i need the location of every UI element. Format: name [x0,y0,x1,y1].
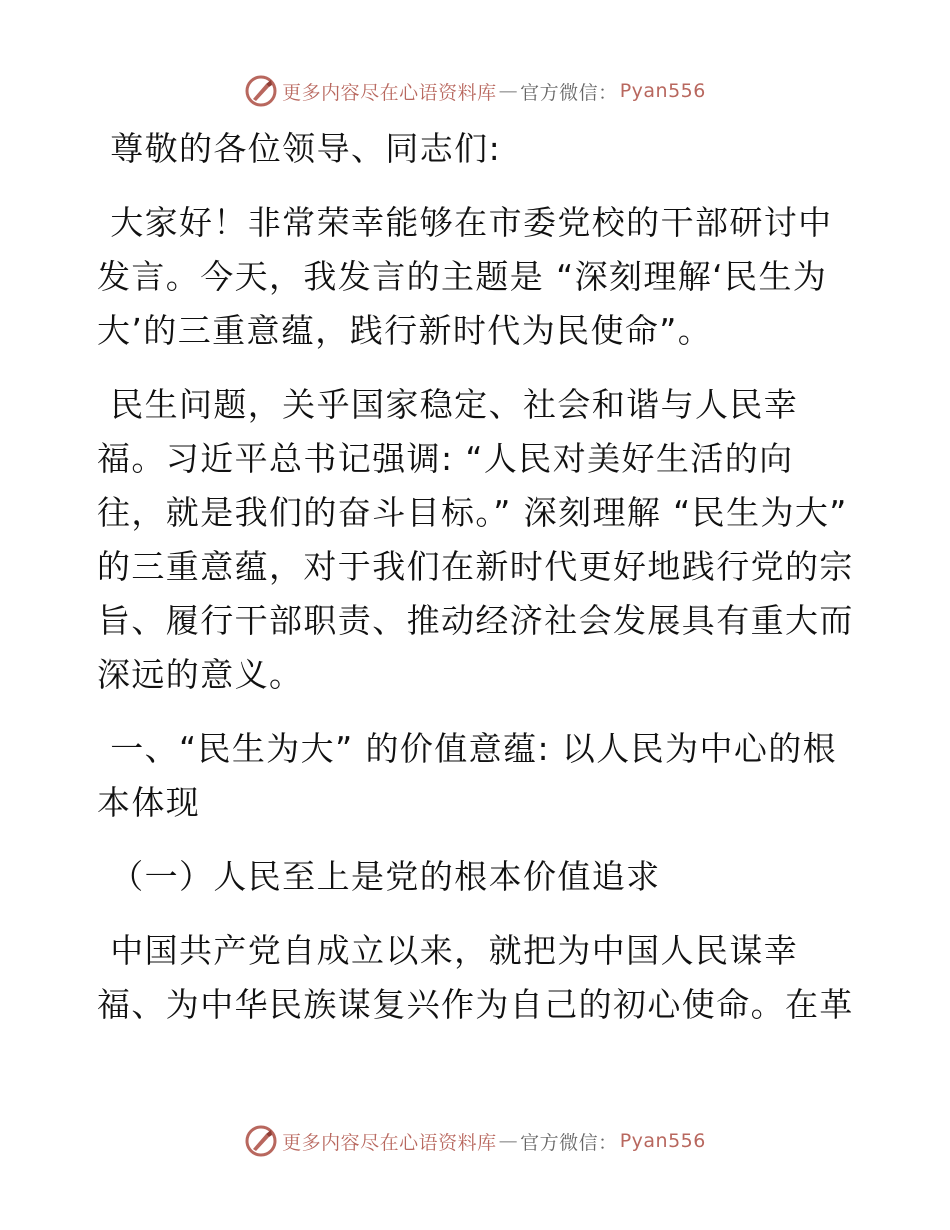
footer-watermark [0,1121,950,1161]
salutation: 尊敬的各位领导、同志们: [110,129,502,168]
subsection-heading: （一）人民至上是党的根本价值追求 [110,857,661,896]
watermark-label: 官方微信： [520,1131,618,1154]
intro-paragraph: 民生问题，关乎国家稳定、社会和谐与人民幸福。习近平总书记强调: “人民对美好生活的向往，就是我们的奋斗目标。” 深刻理解 “民生为大” 的三重意蕴，对于我们在新时代更好地践行党的宗旨、履行干部职责、推动经济社会发展具有重大而深远的意义。 [97,385,854,694]
watermark-wechat-id: Pyan556 [619,1130,706,1152]
opening-paragraph: 大家好！非常荣幸能够在市委党校的干部研讨中发言。今天，我发言的主题是 “深刻理解‘民生为大’的三重意蕴，践行新时代为民使命”。 [97,203,833,350]
watermark-site-text: 更多内容尽在心语资料库 [282,81,497,104]
document-body [97,122,857,1052]
watermark-label: 官方微信： [520,81,618,104]
body-paragraph: 中国共产党自成立以来，就把为中国人民谋幸福、为中华民族谋复兴作为自己的初心使命。在革 [97,931,854,1024]
watermark-wechat-id: Pyan556 [619,80,706,102]
quill-logo-icon [244,74,278,108]
header-watermark [0,71,950,111]
watermark-separator: — [498,1130,519,1152]
watermark-site-text: 更多内容尽在心语资料库 [282,1131,497,1154]
section-heading: 一、“民生为大” 的价值意蕴: 以人民为中心的根本体现 [97,729,838,822]
watermark-separator: — [498,80,519,102]
quill-logo-icon [244,1124,278,1158]
